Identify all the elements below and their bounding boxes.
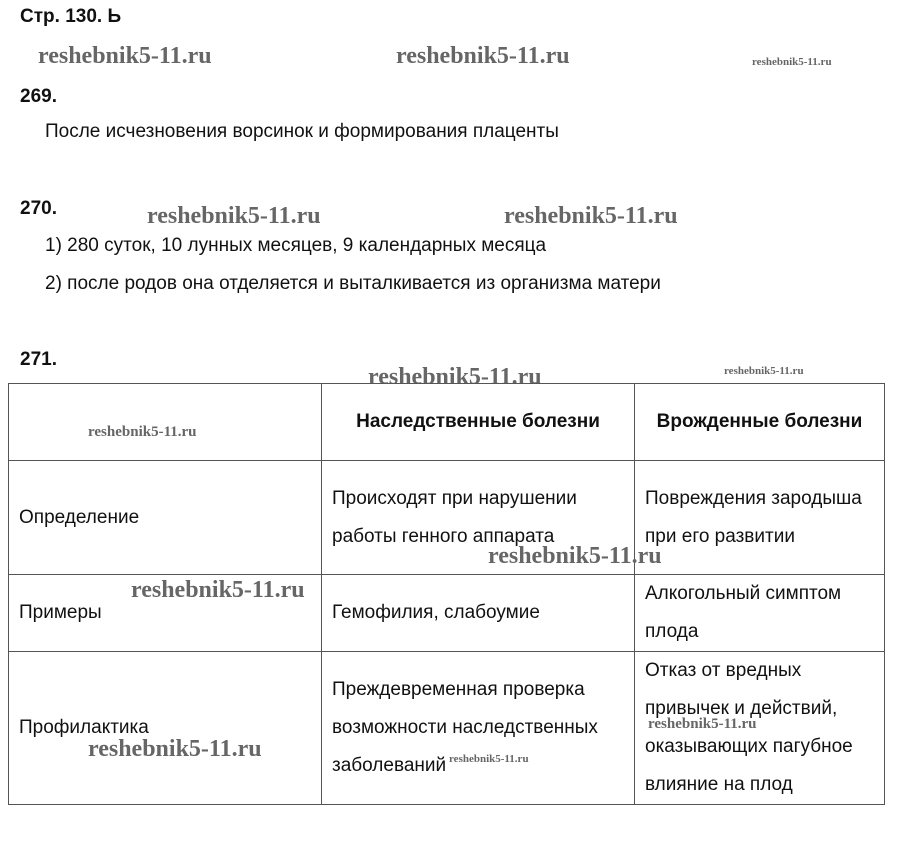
table-row xyxy=(9,461,885,575)
watermark: reshebnik5-11.ru xyxy=(648,716,757,732)
table-header-row xyxy=(9,384,885,461)
watermark: reshebnik5-11.ru xyxy=(752,56,832,68)
watermark: reshebnik5-11.ru xyxy=(396,43,570,69)
watermark: reshebnik5-11.ru xyxy=(88,424,197,440)
congenital-cell: Отказ от вредных привычек и действий, оказывающих пагубное влияние на плод xyxy=(635,652,885,805)
task-269-answer: После исчезновения ворсинок и формирования плаценты xyxy=(45,121,559,142)
watermark: reshebnik5-11.ru xyxy=(147,203,321,229)
hereditary-cell: Гемофилия, слабоумие xyxy=(322,575,635,652)
hereditary-cell: Происходят при нарушении работы генного аппарата xyxy=(322,461,635,575)
table-header-empty xyxy=(9,384,322,461)
row-label: Определение xyxy=(9,461,322,575)
page-title: Стр. 130. Ь xyxy=(20,6,122,27)
watermark: reshebnik5-11.ru xyxy=(38,43,212,69)
table-header-hereditary: Наследственные болезни xyxy=(322,384,635,461)
task-270-answer-2: 2) после родов она отделяется и выталкивается из организма матери xyxy=(45,273,661,294)
task-270-answer-1: 1) 280 суток, 10 лунных месяцев, 9 календарных месяца xyxy=(45,235,547,256)
watermark: reshebnik5-11.ru xyxy=(449,753,529,765)
watermark: reshebnik5-11.ru xyxy=(504,203,678,229)
congenital-cell: Повреждения зародыша при его развитии xyxy=(635,461,885,575)
task-number-270: 270. xyxy=(20,198,57,219)
watermark: reshebnik5-11.ru xyxy=(724,365,804,377)
row-label: Примеры xyxy=(9,575,322,652)
row-label: Профилактика xyxy=(9,652,322,805)
congenital-cell: Алкогольный симптом плода xyxy=(635,575,885,652)
watermark: reshebnik5-11.ru xyxy=(131,577,305,603)
table-header-congenital: Врожденные болезни xyxy=(635,384,885,461)
watermark: reshebnik5-11.ru xyxy=(368,364,542,390)
task-number-271: 271. xyxy=(20,349,57,370)
watermark: reshebnik5-11.ru xyxy=(488,543,662,569)
hereditary-cell: Преждевременная проверка возможности наследственных заболеваний xyxy=(322,652,635,805)
task-number-269: 269. xyxy=(20,86,57,107)
watermark: reshebnik5-11.ru xyxy=(88,736,262,762)
